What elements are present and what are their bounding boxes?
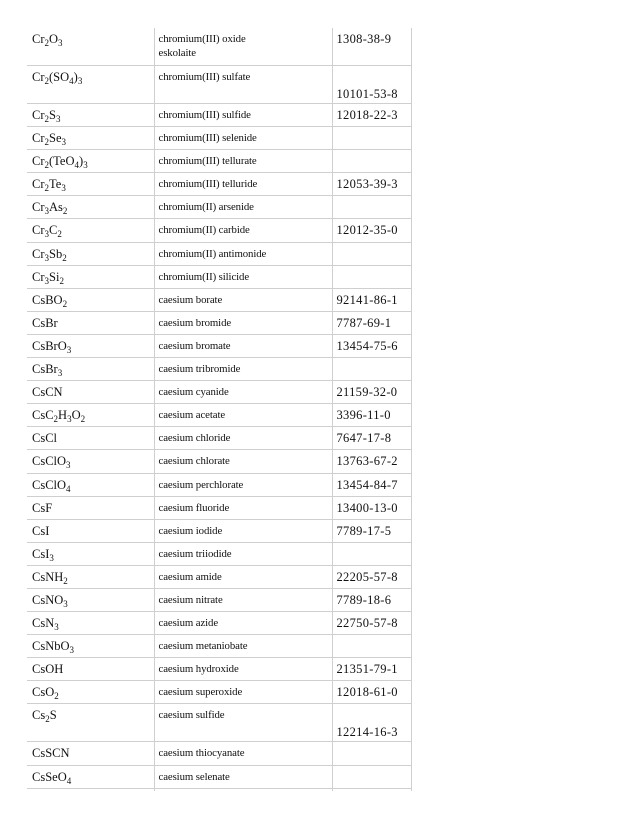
compound-alt-name: eskolaite bbox=[158, 47, 196, 59]
compound-name-cell bbox=[154, 404, 332, 427]
compound-name: chromium(II) carbide bbox=[158, 224, 250, 237]
compound-table bbox=[27, 28, 412, 791]
table-row bbox=[27, 150, 411, 173]
cas-number-cell: 13454-84-7 bbox=[332, 473, 411, 496]
cas-number-cell bbox=[332, 542, 411, 565]
compound-name-cell bbox=[154, 765, 332, 788]
compound-name: caesium bromide bbox=[158, 316, 232, 329]
cas-number-cell: 22205-57-8 bbox=[332, 565, 411, 588]
cas-number-cell bbox=[332, 358, 411, 381]
compound-name-cell bbox=[154, 150, 332, 173]
compound-name-cell bbox=[154, 28, 332, 66]
empty-cell bbox=[332, 788, 411, 791]
formula-cell: $Cr_3Si_2$ bbox=[27, 265, 154, 288]
formula-cell: CsBO$_2$ bbox=[27, 288, 154, 311]
table-row bbox=[27, 334, 411, 357]
formula-cell: CsNbO$_3$ bbox=[27, 635, 154, 658]
formula-cell: CsN$_3$ bbox=[27, 612, 154, 635]
compound-name: chromium(III) oxide bbox=[158, 33, 246, 45]
table-row bbox=[27, 473, 411, 496]
compound-name-cell bbox=[154, 681, 332, 704]
cas-number-cell bbox=[332, 150, 411, 173]
compound-name-cell bbox=[154, 219, 332, 242]
compound-name: caesium superoxide bbox=[158, 686, 243, 699]
compound-name: caesium hydroxide bbox=[158, 663, 239, 676]
cas-number-cell: 13763-67-2 bbox=[332, 450, 411, 473]
compound-name-cell bbox=[154, 358, 332, 381]
table-row bbox=[27, 704, 411, 742]
formula-cell: $Cr_3Sb_2$ bbox=[27, 242, 154, 265]
table-row bbox=[27, 519, 411, 542]
cas-number-cell: 92141-86-1 bbox=[332, 288, 411, 311]
table-row bbox=[27, 288, 411, 311]
formula-cell: $CsC_2H_3O_2$ bbox=[27, 404, 154, 427]
cas-number-cell: 21351-79-1 bbox=[332, 658, 411, 681]
cas-number-cell: 12053-39-3 bbox=[332, 173, 411, 196]
compound-name-cell bbox=[154, 127, 332, 150]
table-row bbox=[27, 66, 411, 104]
compound-name-cell bbox=[154, 635, 332, 658]
cas-number-cell: 7789-18-6 bbox=[332, 588, 411, 611]
compound-name: chromium(III) telluride bbox=[158, 178, 258, 191]
table-row bbox=[27, 588, 411, 611]
formula-cell: $Cr_2O_3$ bbox=[27, 28, 154, 66]
compound-name: caesium amide bbox=[158, 570, 222, 583]
compound-name: caesium selenate bbox=[158, 770, 230, 783]
table-row bbox=[27, 127, 411, 150]
formula-cell: CsI bbox=[27, 519, 154, 542]
cas-number-cell: 12214-16-3 bbox=[332, 704, 411, 742]
compound-name: chromium(II) silicide bbox=[158, 270, 250, 283]
table-row bbox=[27, 681, 411, 704]
table-row bbox=[27, 219, 411, 242]
compound-name: caesium cyanide bbox=[158, 386, 229, 399]
cas-number-cell bbox=[332, 265, 411, 288]
cas-number-cell: 12018-61-0 bbox=[332, 681, 411, 704]
table-row bbox=[27, 381, 411, 404]
compound-name: caesium thiocyanate bbox=[158, 747, 245, 760]
compound-name-cell bbox=[154, 173, 332, 196]
formula-cell: $Cr_3As_2$ bbox=[27, 196, 154, 219]
compound-name-cell bbox=[154, 196, 332, 219]
table-row bbox=[27, 658, 411, 681]
compound-name: caesium sulfide bbox=[158, 709, 225, 722]
table-row bbox=[27, 265, 411, 288]
table-row bbox=[27, 635, 411, 658]
compound-name: chromium(III) sulfide bbox=[158, 109, 251, 121]
formula-cell: CsBr bbox=[27, 311, 154, 334]
compound-name: chromium(II) antimonide bbox=[158, 247, 267, 260]
cas-number-cell bbox=[332, 127, 411, 150]
formula-cell: CsOH bbox=[27, 658, 154, 681]
cas-number-cell: 7787-69-1 bbox=[332, 311, 411, 334]
compound-name: caesium iodide bbox=[158, 524, 223, 537]
compound-name-cell bbox=[154, 496, 332, 519]
table-row bbox=[27, 765, 411, 788]
cas-number-cell: 21159-32-0 bbox=[332, 381, 411, 404]
formula-cell: CsO$_2$ bbox=[27, 681, 154, 704]
compound-table-body bbox=[27, 28, 411, 791]
table-row bbox=[27, 427, 411, 450]
formula-cell: $Cr_2S_3$ bbox=[27, 104, 154, 127]
compound-name: caesium bromate bbox=[158, 339, 231, 352]
compound-name: caesium azide bbox=[158, 617, 219, 630]
formula-cell: CsClO$_3$ bbox=[27, 450, 154, 473]
compound-name: chromium(III) sulfate bbox=[158, 71, 251, 83]
compound-name-cell bbox=[154, 473, 332, 496]
compound-name-cell bbox=[154, 450, 332, 473]
formula-cell: $Cs_2S$ bbox=[27, 704, 154, 742]
compound-name-cell bbox=[154, 519, 332, 542]
compound-name: caesium triiodide bbox=[158, 547, 232, 560]
compound-name: caesium chlorate bbox=[158, 455, 230, 468]
compound-name: caesium metaniobate bbox=[158, 640, 248, 653]
compound-name: chromium(III) selenide bbox=[158, 132, 257, 145]
cas-number-cell: 7647-17-8 bbox=[332, 427, 411, 450]
cas-number-cell bbox=[332, 635, 411, 658]
compound-name: caesium nitrate bbox=[158, 593, 223, 606]
compound-name: caesium borate bbox=[158, 293, 223, 306]
table-row bbox=[27, 358, 411, 381]
compound-name: chromium(II) arsenide bbox=[158, 201, 254, 214]
formula-cell: CsSeO$_4$ bbox=[27, 765, 154, 788]
table-row bbox=[27, 565, 411, 588]
formula-cell: CsCl bbox=[27, 427, 154, 450]
formula-cell: CsBrO$_3$ bbox=[27, 334, 154, 357]
cas-number-cell: 22750-57-8 bbox=[332, 612, 411, 635]
compound-name-cell bbox=[154, 381, 332, 404]
compound-name-cell bbox=[154, 288, 332, 311]
cas-number-cell: 12018-22-3 bbox=[332, 104, 411, 127]
table-row bbox=[27, 404, 411, 427]
table-row bbox=[27, 104, 411, 127]
compound-name: caesium fluoride bbox=[158, 501, 230, 514]
table-row bbox=[27, 450, 411, 473]
cas-number-cell: 12012-35-0 bbox=[332, 219, 411, 242]
compound-name: chromium(III) tellurate bbox=[158, 155, 257, 168]
cas-number-cell: 7789-17-5 bbox=[332, 519, 411, 542]
compound-name: caesium chloride bbox=[158, 432, 231, 445]
cas-number-cell: 1308-38-9 bbox=[332, 28, 411, 66]
compound-name-cell bbox=[154, 588, 332, 611]
table-row bbox=[27, 196, 411, 219]
formula-cell: $Cr_3C_2$ bbox=[27, 219, 154, 242]
compound-name-cell bbox=[154, 66, 332, 104]
table-row bbox=[27, 311, 411, 334]
compound-name: caesium tribromide bbox=[158, 363, 241, 376]
formula-cell: CsClO$_4$ bbox=[27, 473, 154, 496]
cas-number-cell bbox=[332, 196, 411, 219]
table-row bbox=[27, 496, 411, 519]
formula-cell: $Cr_2(SO_4)_3$ bbox=[27, 66, 154, 104]
table-row bbox=[27, 28, 411, 66]
table-row bbox=[27, 612, 411, 635]
cas-number-cell bbox=[332, 242, 411, 265]
table-row bbox=[27, 742, 411, 765]
table-row-partial bbox=[27, 788, 411, 791]
cas-number-cell: 13400-13-0 bbox=[332, 496, 411, 519]
compound-name-cell bbox=[154, 704, 332, 742]
formula-cell: CsNH$_2$ bbox=[27, 565, 154, 588]
empty-cell bbox=[27, 788, 154, 791]
cas-number-cell: 3396-11-0 bbox=[332, 404, 411, 427]
compound-name-cell bbox=[154, 658, 332, 681]
formula-cell: CsSCN bbox=[27, 742, 154, 765]
table-row bbox=[27, 542, 411, 565]
compound-name: caesium perchlorate bbox=[158, 478, 244, 491]
cas-number-cell: 10101-53-8 bbox=[332, 66, 411, 104]
formula-cell: CsNO$_3$ bbox=[27, 588, 154, 611]
formula-cell: CsBr$_3$ bbox=[27, 358, 154, 381]
compound-name-cell bbox=[154, 334, 332, 357]
compound-name-cell bbox=[154, 742, 332, 765]
cas-number-cell: 13454-75-6 bbox=[332, 334, 411, 357]
empty-cell bbox=[154, 788, 332, 791]
formula-cell: $Cr_2(TeO_4)_3$ bbox=[27, 150, 154, 173]
compound-name-cell bbox=[154, 542, 332, 565]
formula-cell: $Cr_2Te_3$ bbox=[27, 173, 154, 196]
cas-number-cell bbox=[332, 765, 411, 788]
formula-cell: CsCN bbox=[27, 381, 154, 404]
compound-name-cell bbox=[154, 427, 332, 450]
cas-number-cell bbox=[332, 742, 411, 765]
compound-name-cell bbox=[154, 104, 332, 127]
table-row bbox=[27, 173, 411, 196]
table-row bbox=[27, 242, 411, 265]
formula-cell: CsI$_3$ bbox=[27, 542, 154, 565]
compound-name: caesium acetate bbox=[158, 409, 226, 422]
compound-name-cell bbox=[154, 311, 332, 334]
compound-name-cell bbox=[154, 265, 332, 288]
formula-cell: $Cr_2Se_3$ bbox=[27, 127, 154, 150]
compound-name-cell bbox=[154, 565, 332, 588]
document-page bbox=[27, 28, 411, 791]
compound-name-cell bbox=[154, 612, 332, 635]
formula-cell: CsF bbox=[27, 496, 154, 519]
compound-name-cell bbox=[154, 242, 332, 265]
